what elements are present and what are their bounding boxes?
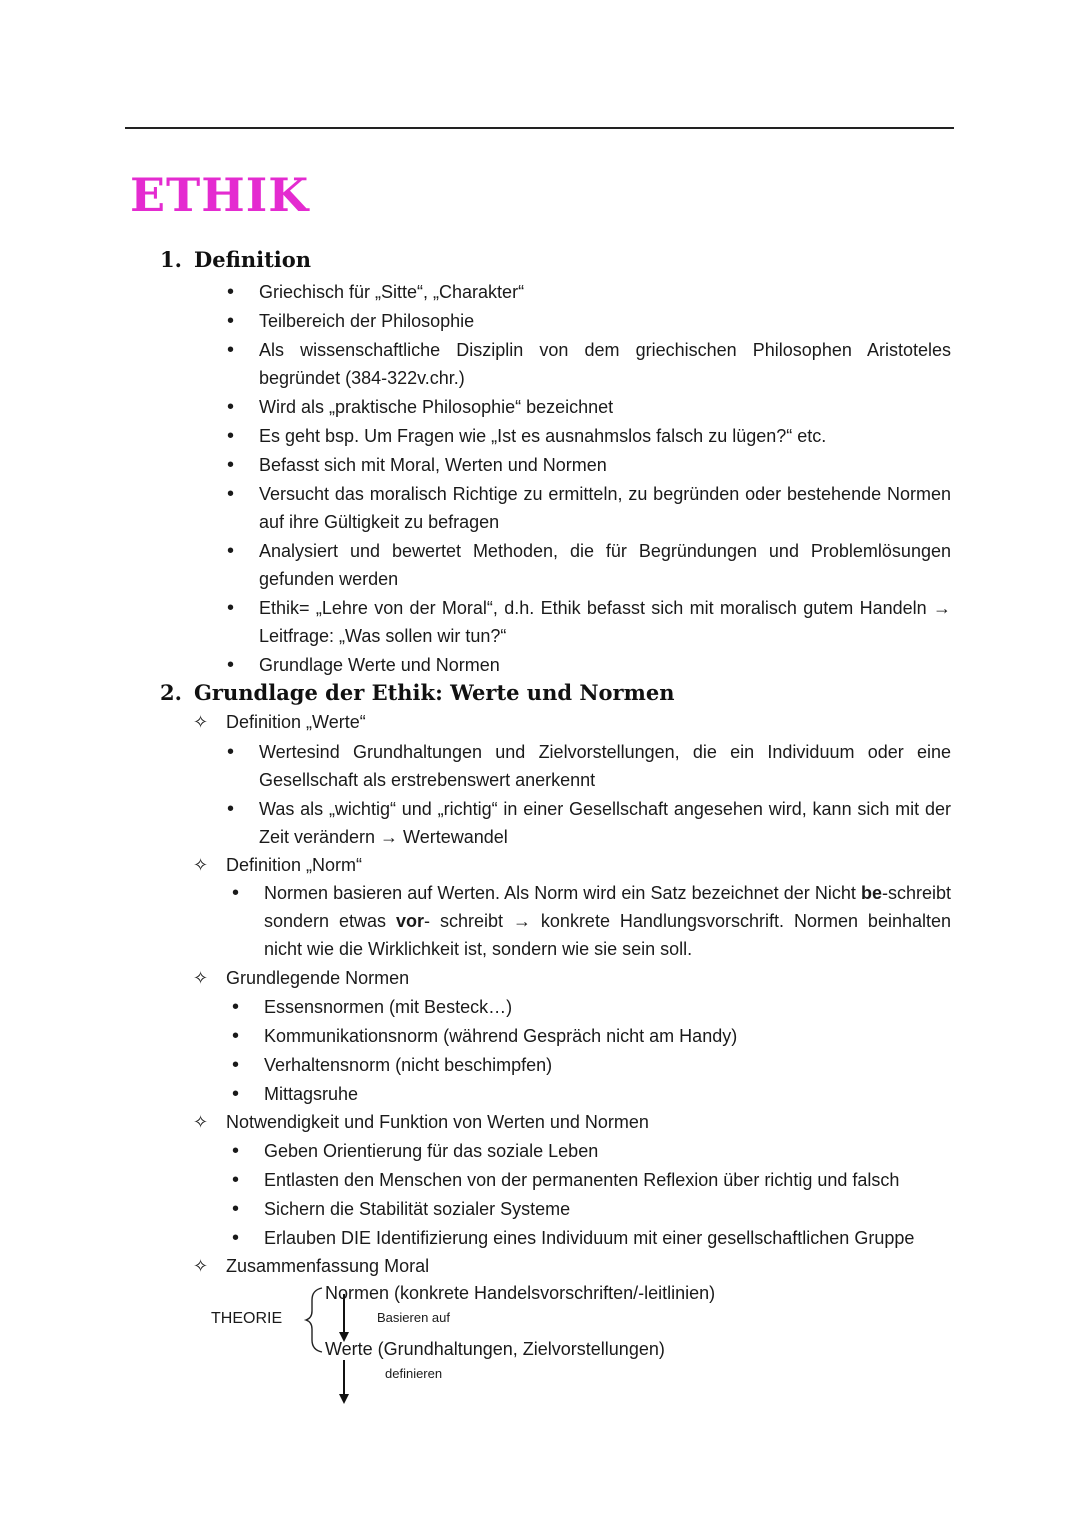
section-1-heading bbox=[160, 247, 311, 272]
subsection-label: Grundlegende Normen bbox=[226, 968, 410, 988]
norm-text-1: Normen basieren auf Werten. Als Norm wird ein Satz bezeichnet der Nicht bbox=[264, 883, 861, 903]
section-title: Definition bbox=[194, 247, 312, 272]
subsection-label: Definition „Norm“ bbox=[226, 855, 363, 875]
list-item: • Wertesind Grundhaltungen und Zielvorstellungen, die ein Individuum oder eine Gesellschaft als erstrebenswert anerkennt bbox=[259, 738, 951, 794]
list-item: • Sichern die Stabilität sozialer Systeme bbox=[264, 1195, 924, 1223]
subsection-label: Zusammenfassung Moral bbox=[226, 1256, 430, 1276]
list-item: • Entlasten den Menschen von der permanenten Reflexion über richtig und falsch bbox=[264, 1166, 924, 1194]
page-title: ETHIK bbox=[130, 168, 310, 222]
list-item: • Verhaltensnorm (nicht beschimpfen) bbox=[264, 1051, 924, 1079]
diagram-arrow-label-basieren: Basieren auf bbox=[377, 1310, 450, 1325]
diagram-arrow-label-definieren: definieren bbox=[385, 1366, 443, 1381]
moral-diagram bbox=[200, 1280, 900, 1420]
subsection-zusammenfassung bbox=[193, 1252, 429, 1280]
list-item: • Geben Orientierung für das soziale Leben bbox=[264, 1137, 924, 1165]
star-bullet-icon: ✧ bbox=[193, 712, 209, 732]
norm-bold-be: be bbox=[860, 883, 882, 903]
diagram-label-theorie: THEORIE bbox=[211, 1310, 283, 1327]
subsection-funktion bbox=[193, 1108, 649, 1136]
list-item: • Befasst sich mit Moral, Werten und Normen bbox=[259, 451, 951, 479]
norm-bold-vor: vor bbox=[396, 911, 425, 931]
list-item: • Es geht bsp. Um Fragen wie „Ist es ausnahmslos falsch zu lügen?“ etc. bbox=[259, 422, 951, 450]
list-item: • Als wissenschaftliche Disziplin von dem griechischen Philosophen Aristoteles begründet (384-322v.chr.) bbox=[259, 336, 951, 392]
star-bullet-icon: ✧ bbox=[193, 855, 209, 875]
list-item: • Teilbereich der Philosophie bbox=[259, 307, 951, 335]
list-item: • Essensnormen (mit Besteck…) bbox=[264, 993, 924, 1021]
diagram-normen: Normen (konkrete Handelsvorschriften/-leitlinien) bbox=[325, 1283, 716, 1303]
subsection-werte bbox=[193, 708, 366, 736]
subsection-label: Notwendigkeit und Funktion von Werten und Normen bbox=[226, 1112, 649, 1132]
list-item: • Versucht das moralisch Richtige zu ermitteln, zu begründen oder bestehende Normen auf ihre Gültigkeit zu befragen bbox=[259, 480, 951, 536]
norm-text-2: -schreibt sondern etwas bbox=[264, 883, 951, 931]
list-item: • Ethik= „Lehre von der Moral“, d.h. Ethik befasst sich mit moralisch gutem Handeln → Leitfrage: „Was sollen wir tun?“ bbox=[259, 594, 951, 650]
list-item: • Analysiert und bewertet Methoden, die für Begründungen und Problemlösungen gefunden werden bbox=[259, 537, 951, 593]
section-title: Grundlage der Ethik: Werte und Normen bbox=[194, 680, 675, 705]
list-item: • Grundlage Werte und Normen bbox=[259, 651, 951, 679]
section-number: 1. bbox=[160, 247, 182, 272]
star-bullet-icon: ✧ bbox=[193, 1256, 209, 1276]
section-2-heading bbox=[160, 680, 674, 705]
section-number: 2. bbox=[160, 680, 182, 705]
arrowhead-2 bbox=[339, 1394, 349, 1404]
list-item: • Was als „wichtig“ und „richtig“ in einer Gesellschaft angesehen wird, kann sich mit der Zeit verändern → Wertewandel bbox=[259, 795, 951, 851]
header-rule bbox=[125, 127, 954, 129]
diagram-werte: Werte (Grundhaltungen, Zielvorstellungen) bbox=[325, 1339, 665, 1359]
list-item: • Griechisch für „Sitte“, „Charakter“ bbox=[259, 278, 951, 306]
list-item: • Kommunikationsnorm (während Gespräch nicht am Handy) bbox=[264, 1022, 924, 1050]
subsection-norm bbox=[193, 851, 362, 879]
list-item: • Mittagsruhe bbox=[264, 1080, 924, 1108]
list-item: • Wird als „praktische Philosophie“ bezeichnet bbox=[259, 393, 951, 421]
subsection-grundlegende-normen bbox=[193, 964, 409, 992]
subsection-label: Definition „Werte“ bbox=[226, 712, 366, 732]
curly-brace bbox=[306, 1288, 322, 1352]
list-item: • Erlauben DIE Identifizierung eines Individuum mit einer gesellschaftlichen Gruppe bbox=[264, 1224, 924, 1252]
star-bullet-icon: ✧ bbox=[193, 968, 209, 988]
list-item bbox=[264, 879, 951, 963]
norm-text-3: - schreibt → konkrete Handlungsvorschrift. Normen beinhalten nicht wie die Wirklichkeit ist, sondern wie sie sein soll. bbox=[264, 911, 952, 959]
star-bullet-icon: ✧ bbox=[193, 1112, 209, 1132]
